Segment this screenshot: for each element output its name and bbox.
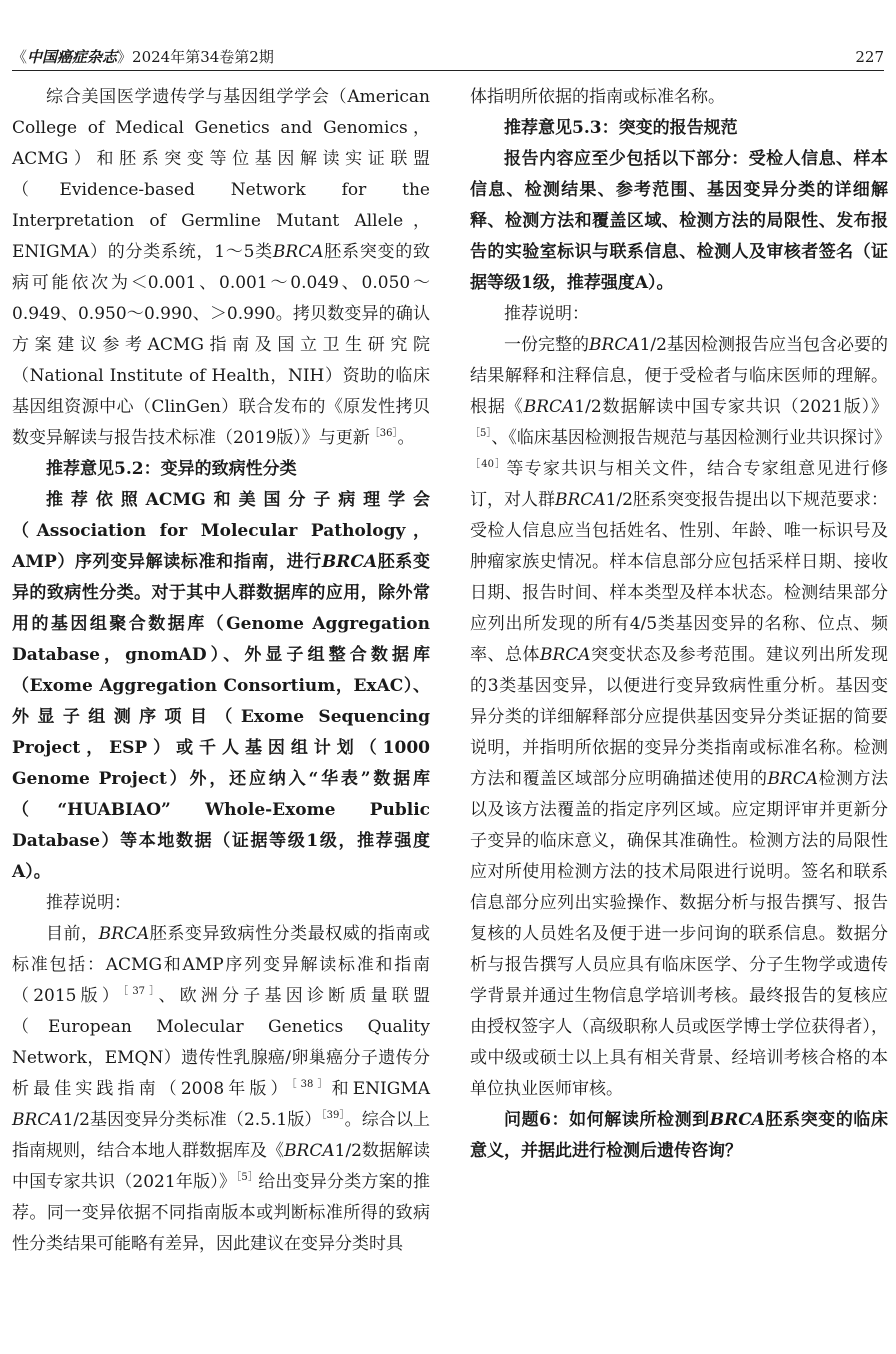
running-header (12, 44, 884, 71)
question-6-heading: 问题6：如何解读所检测到BRCA胚系突变的临床意义，并据此进行检测后遗传咨询？ (470, 1110, 889, 1161)
citation-ref: ［38］ (291, 1079, 332, 1090)
citation-ref: ［39］ (321, 1110, 345, 1121)
recommendation-5-2-text: 推荐依照ACMG和美国分子病理学会（Association for Molecular Pathology，AMP）序列变异解读标准和指南，进行BRCA胚系变异的致病性分类。对于其中人群数据库的应用，除外常用的基因组聚合数据库（Genome Aggregation Database，gnomAD）、外显子组整合数据库（Exome Aggregation Consortium，ExAC）、外显子组测序项目（Exome Sequencing Project，ESP）或千人基因组计划（1000 Genome Project）外，还应纳入“华表”数据库（“HUABIAO” Whole-Exome Public Database）等本地数据（证据等级1级，推荐强度A）。 (12, 490, 431, 882)
citation-ref: ［5］ (236, 1172, 259, 1183)
citation-ref: ［5］ (470, 428, 492, 439)
right-column (470, 82, 891, 1167)
citation-ref: ［40］ (470, 459, 507, 470)
citation-ref: ［36］ (369, 428, 398, 439)
citation-ref: ［37］ (123, 986, 159, 997)
paragraph-continuation: 体指明所依据的指南或标准名称。 (470, 87, 725, 107)
page-number: 227 (855, 48, 884, 66)
paragraph-report-requirements: 一份完整的BRCA1/2基因检测报告应当包含必要的结果解释和注释信息，便于受检者与临床医师的理解。根据《BRCA1/2数据解读中国专家共识（2021版）》$^{[5]}$、《临床基因检测报告规范与基因检测行业共识探讨》$^{[40]}$等专家共识与相关文件，结合专家组意见进行修订，对人群BRCA1/2胚系突变报告提出以下规范要求：受检人信息应当包括姓名、性别、年龄、唯一标识号及肿瘤家族史情况。样本信息部分应包括采样日期、接收日期、报告时间、样本类型及样本状态。检测结果部分应列出所发现的所有4/5类基因变异的名称、位点、频率、总体BRCA突变状态及参考范围。建议列出所发现的3类基因变异，以便进行变异致病性重分析。基因变异分类的详细解释部分应提供基因变异分类证据的简要说明，并指明所依据的变异分类指南或标准名称。检测方法和覆盖区域部分应明确描述使用的BRCA检测方法以及该方法覆盖的指定序列区域。应定期评审并更新分子变异的临床意义，确保其准确性。检测方法的局限性应对所使用检测方法的技术局限进行说明。签名和联系信息部分应列出实验操作、数据分析与报告撰写、报告复核的人员姓名及便于进一步问询的联系信息。数据分析与报告撰写人员应具有临床医学、分子生物学或遗传学背景并通过生物信息学培训考核。最终报告的复核应由授权签字人（高级职称人员或医学博士学位获得者），或中级或硕士以上具有相关背景、经培训考核合格的本单位执业医师审核。 (470, 335, 891, 1099)
journal-issue: 》2024年第34卷第2期 (117, 48, 274, 66)
left-column (12, 82, 430, 1260)
journal-name: 中国癌症杂志 (27, 48, 118, 66)
recommendation-5-2-heading: 推荐意见5.2：变异的致病性分类 (46, 459, 297, 479)
recommendation-note-label: 推荐说明： (46, 893, 131, 913)
recommendation-5-3-heading: 推荐意见5.3：突变的报告规范 (504, 118, 738, 138)
journal-citation (12, 44, 274, 70)
recommendation-note-label: 推荐说明： (504, 304, 589, 324)
paragraph-authoritative-guidelines: 目前，BRCA胚系变异致病性分类最权威的指南或标准包括：ACMG和AMP序列变异解读标准和指南（2015版）$^{[37]}$、欧洲分子基因诊断质量联盟（European Molecular Genetics Quality Network，EMQN）遗传性乳腺癌/卵巢癌分子遗传分析最佳实践指南（2008年版）$^{[38]}$和ENIGMA BRCA1/2基因变异分类标准（2.5.1版）$^{[39]}$。综合以上指南规则，结合本地人群数据库及《BRCA1/2数据解读中国专家共识（2021年版）》$^{[5]}$给出变异分类方案的推荐。同一变异依据不同指南版本或判断标准所得的致病性分类结果可能略有差异，因此建议在变异分类时具 (12, 924, 431, 1254)
recommendation-5-3-text: 报告内容应至少包括以下部分：受检人信息、样本信息、检测结果、参考范围、基因变异分类的详细解释、检测方法和覆盖区域、检测方法的局限性、发布报告的实验室标识与联系信息、检测人及审核者签名（证据等级1级，推荐强度A）。 (470, 149, 888, 293)
paragraph-classification-systems: 综合美国医学遗传学与基因组学学会（American College of Medical Genetics and Genomics，ACMG）和胚系突变等位基因解读实证联盟（Evidence-based Network for the Interpretation of Germline Mutant Allele，ENIGMA）的分类系统，1～5类BRCA胚系突变的致病可能依次为＜0.001、0.001～0.049、0.050～0.949、0.950～0.990、＞0.990。拷贝数变异的确认方案建议参考ACMG指南及国立卫生研究院（National Institute of Health，NIH）资助的临床基因组资源中心（ClinGen）联合发布的《原发性拷贝数变异解读与报告技术标准（2019版）》与更新$^{[36]}$。 (12, 87, 430, 448)
journal-open-mark: 《 (12, 48, 28, 66)
